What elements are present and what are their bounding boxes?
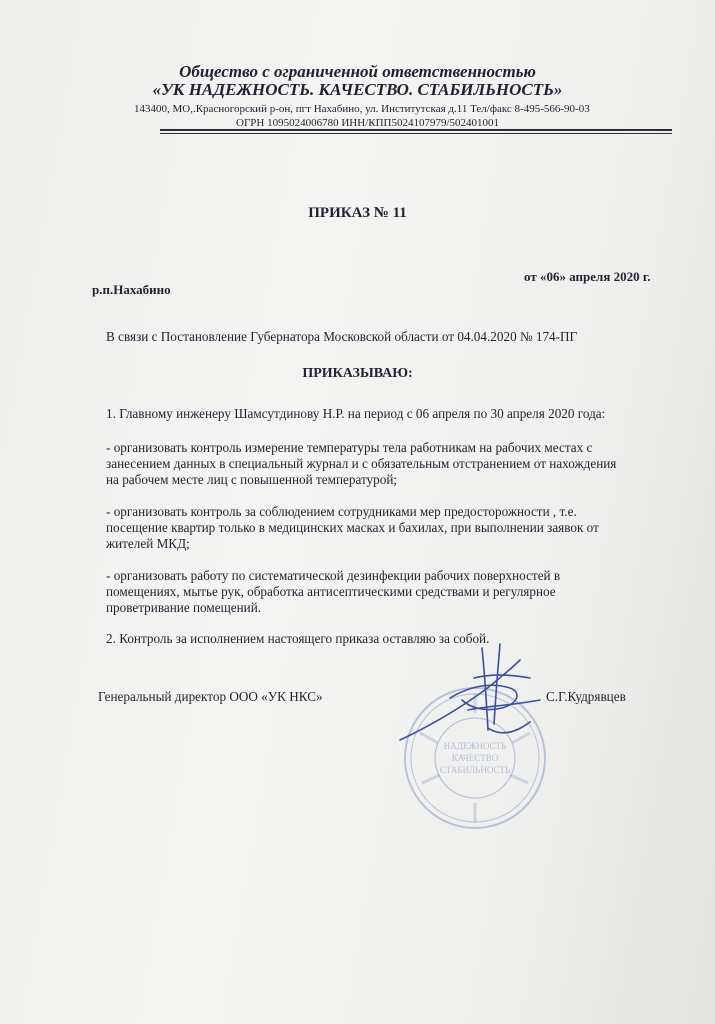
header-rule-thick bbox=[160, 129, 672, 131]
stamp-text-line-2: КАЧЕСТВО bbox=[451, 753, 499, 763]
intro-paragraph: В связи с Постановление Губернатора Московской области от 04.04.2020 № 174-ПГ bbox=[106, 329, 578, 344]
document-title: ПРИКАЗ № 11 bbox=[308, 205, 407, 221]
stamp-text-line-3: СТАБИЛЬНОСТЬ bbox=[439, 765, 511, 775]
bullet-3-line-1: - организовать работу по систематической дезинфекции рабочих поверхностей в bbox=[106, 568, 561, 583]
header-rule-thin bbox=[160, 133, 672, 134]
bullet-1-line-1: - организовать контроль измерение температуры тела работникам на рабочих местах с bbox=[106, 440, 593, 455]
org-name-heading: «УК НАДЕЖНОСТЬ. КАЧЕСТВО. СТАБИЛЬНОСТЬ» bbox=[152, 80, 563, 99]
signatory-name: С.Г.Кудрявцев bbox=[546, 689, 626, 704]
bullet-2-line-1: - организовать контроль за соблюдением сотрудниками мер предосторожности , т.е. bbox=[106, 504, 577, 519]
bullet-3-line-2: помещениях, мытье рук, обработка антисептическими средствами и регулярное bbox=[106, 584, 556, 599]
org-registration-ids: ОГРН 1095024006780 ИНН/КПП5024107979/502401001 bbox=[236, 117, 500, 129]
order-item-1: 1. Главному инженеру Шамсутдинову Н.Р. на период с 06 апреля по 30 апреля 2020 года: bbox=[106, 406, 606, 421]
document-place: р.п.Нахабино bbox=[92, 282, 171, 297]
order-item-2: 2. Контроль за исполнением настоящего приказа оставляю за собой. bbox=[106, 631, 490, 646]
bullet-1-line-3: на рабочем месте лиц с повышенной температурой; bbox=[106, 472, 398, 487]
handwritten-signature bbox=[390, 638, 570, 748]
bullet-2-line-2: посещение квартир только в медицинских масках и бахилах, при выполнении заявок от bbox=[106, 520, 599, 535]
bullet-3-line-3: проветривание помещений. bbox=[106, 600, 262, 615]
signatory-title: Генеральный директор ООО «УК НКС» bbox=[98, 689, 323, 704]
bullet-2-line-3: жителей МКД; bbox=[106, 536, 190, 551]
stamp-text-line-1: НАДЕЖНОСТЬ bbox=[443, 741, 507, 751]
org-type-heading: Общество с ограниченной ответственностью bbox=[179, 62, 536, 81]
org-address: 143400, МО,.Красногорский р-он, пгт Нахабино, ул. Институтская д.11 Тел/факс 8-495-566-90-03 bbox=[134, 103, 590, 115]
bullet-1-line-2: занесением данных в специальный журнал и с обязательным отстранением от нахождения bbox=[106, 456, 617, 471]
order-heading: ПРИКАЗЫВАЮ: bbox=[302, 366, 413, 381]
document-date: от «06» апреля 2020 г. bbox=[524, 269, 651, 284]
